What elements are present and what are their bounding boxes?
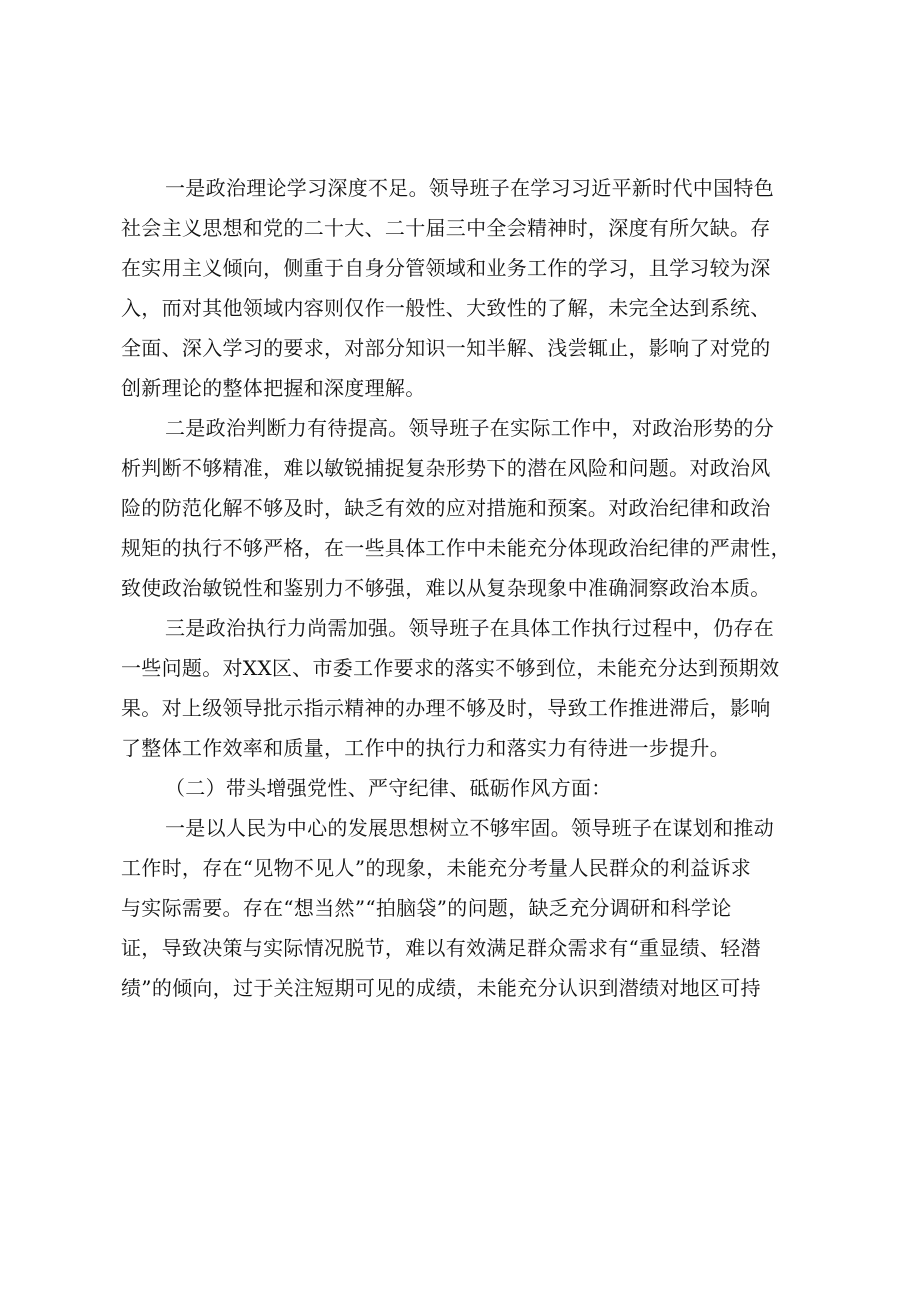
document-body [121,168,808,1008]
paragraph-political-theory-study [121,168,808,408]
paragraph-line: 与实际需要。存在“想当然”“拍脑袋”的问题，缺乏充分调研和科学论 [121,896,732,920]
section-heading [121,768,808,808]
paragraph-line: 果。对上级领导批示指示精神的办理不够及时，导致工作推进滞后，影响 [121,696,771,720]
paragraph-line: 三是政治执行力尚需加强。领导班子在具体工作执行过程中，仍存在 [165,616,774,640]
paragraph-line: 了整体工作效率和质量，工作中的执行力和落实力有待进一步提升。 [121,736,730,760]
paragraph-line: 工作时，存在“见物不见人”的现象，未能充分考量人民群众的利益诉求 [121,856,752,880]
paragraph-line: 险的防范化解不够及时，缺乏有效的应对措施和预案。对政治纪律和政治 [121,496,771,520]
section-heading-text: （二）带头增强党性、严守纪律、砥砺作风方面： [165,776,612,800]
paragraph-line: 一是以人民为中心的发展思想树立不够牢固。领导班子在谋划和推动 [165,816,774,840]
paragraph-line: 创新理论的整体把握和深度理解。 [121,376,426,400]
paragraph-line: 致使政治敏锐性和鉴别力不够强，难以从复杂现象中准确洞察政治本质。 [121,576,771,600]
paragraph-people-centered [121,808,808,1008]
paragraph-line: 证，导致决策与实际情况脱节，难以有效满足群众需求有“重显绩、轻潜 [121,936,761,960]
paragraph-political-execution [121,608,808,768]
paragraph-line: 社会主义思想和党的二十大、二十届三中全会精神时，深度有所欠缺。存 [121,216,771,240]
paragraph-line: 在实用主义倾向，侧重于自身分管领域和业务工作的学习，且学习较为深 [121,256,771,280]
paragraph-line: 一是政治理论学习深度不足。领导班子在学习习近平新时代中国特色 [165,176,774,200]
paragraph-line: 绩”的倾向，过于关注短期可见的成绩，未能充分认识到潜绩对地区可持 [121,976,761,1000]
paragraph-line: 一些问题。对XX区、市委工作要求的落实不够到位，未能充分达到预期效 [121,656,780,680]
paragraph-line: 析判断不够精准，难以敏锐捕捉复杂形势下的潜在风险和问题。对政治风 [121,456,771,480]
paragraph-line: 全面、深入学习的要求，对部分知识一知半解、浅尝辄止，影响了对党的 [121,336,771,360]
paragraph-political-judgment [121,408,808,608]
paragraph-line: 规矩的执行不够严格，在一些具体工作中未能充分体现政治纪律的严肃性， [121,536,791,560]
paragraph-line: 入，而对其他领域内容则仅作一般性、大致性的了解，未完全达到系统、 [121,296,771,320]
paragraph-line: 二是政治判断力有待提高。领导班子在实际工作中，对政治形势的分 [165,416,774,440]
